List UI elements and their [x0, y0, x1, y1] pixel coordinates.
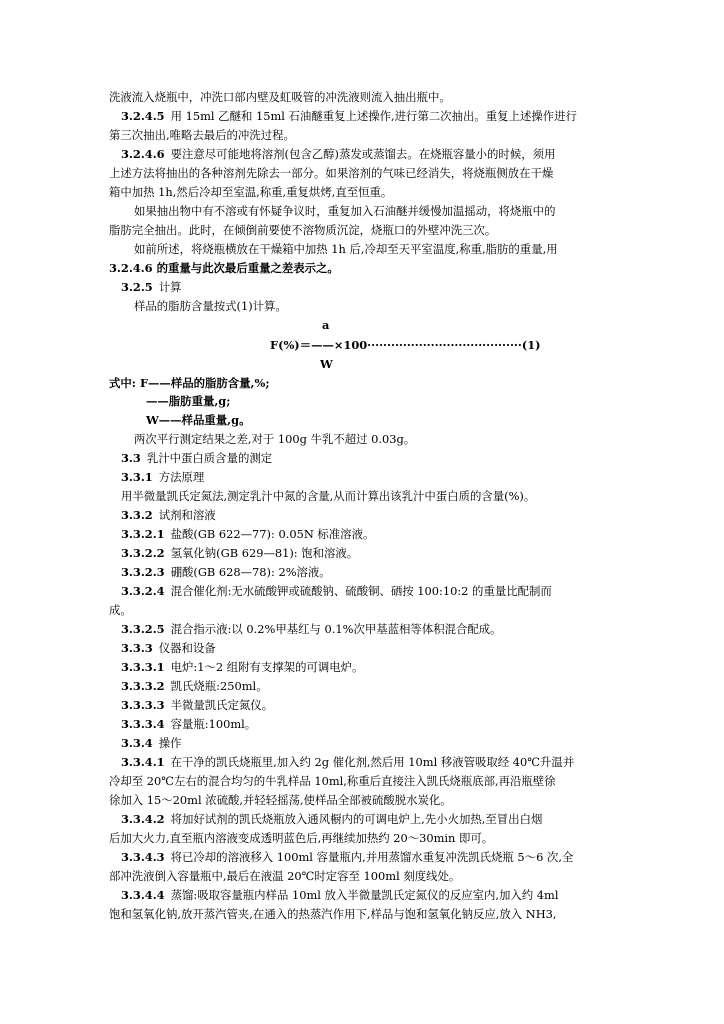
text-line: 用半微量凯氏定氮法,测定乳汁中氮的含量,从而计算出该乳汁中蛋白质的含量(%)。: [121, 489, 536, 503]
text-line: 样品的脂肪含量按式(1)计算。: [134, 299, 287, 313]
numbered-line: 3.2.4.5 用 15ml 乙醚和 15ml 石油醚重复上述操作,进行第二次抽出。重复上述操作进行: [121, 109, 577, 123]
section-heading: 3.3.4 操作: [121, 736, 182, 750]
text-line: 成。: [109, 603, 132, 617]
numbered-line: 3.3.4.3 将已冷却的溶液移入 100ml 容量瓶内,并用蒸馏水重复冲洗凯氏烧瓶 5～6 次,全: [121, 850, 574, 864]
text-line: 徐加入 15～20ml 浓硫酸,并轻轻摇荡,使样品全部被硫酸脱水炭化。: [109, 793, 452, 807]
text-line: 后加大火力,直至瓶内溶液变成透明蓝色后,再继续加热约 20～30min 即可。: [109, 831, 494, 845]
text-line: 如果抽出物中有不溶或有怀疑争议时，重复加入石油醚并缓慢加温摇动，将烧瓶中的: [134, 204, 556, 218]
numbered-line: 3.3.4.2 将加好试剂的凯氏烧瓶放入通风橱内的可调电炉上,先小火加热,至冒出白烟: [121, 812, 543, 826]
section-heading: 3.2.5 计算: [121, 280, 182, 294]
numbered-line: 3.3.4.4 蒸馏:吸取容量瓶内样品 10ml 放入半微量凯氏定氮仪的反应室内,加入约 4ml: [121, 888, 559, 902]
numbered-line: 3.3.2.2 氢氧化钠(GB 629—81): 饱和溶液。: [121, 546, 359, 560]
text-line: W——样品重量,g。: [146, 413, 251, 427]
numbered-line: 3.3.2.3 硼酸(GB 628—78): 2%溶液。: [121, 565, 331, 579]
numbered-line: 3.3.3.2 凯氏烧瓶:250ml。: [121, 679, 268, 693]
formula-denominator: W: [320, 357, 333, 371]
numbered-line: 3.3.2.1 盐酸(GB 622—77): 0.05N 标准溶液。: [121, 527, 375, 541]
section-heading: 3.3 乳汁中蛋白质含量的测定: [121, 451, 273, 465]
numbered-line: 3.3.2.5 混合指示液:以 0.2%甲基红与 0.1%次甲基蓝相等体积混合配成。: [121, 622, 502, 636]
formula-main: F(%)＝——×100·······································(1): [270, 338, 541, 352]
text-line: 脂肪完全抽出。此时，在倾倒前要使不溶物质沉淀，烧瓶口的外壁冲洗三次。: [109, 223, 497, 237]
text-line: 洗液流入烧瓶中，冲洗口部内壁及虹吸管的冲洗液则流入抽出瓶中。: [109, 90, 451, 104]
text-line: 箱中加热 1h,然后冷却至室温,称重,重复烘烤,直至恒重。: [109, 185, 393, 199]
formula-numerator: a: [322, 318, 330, 332]
numbered-line: 3.3.3.3 半微量凯氏定氮仪。: [121, 698, 274, 712]
text-line: 两次平行测定结果之差,对于 100g 牛乳不超过 0.03g。: [134, 432, 416, 446]
section-heading: 3.3.3 仪器和设备: [121, 641, 216, 655]
text-line: 式中: F——样品的脂肪含量,%;: [109, 376, 270, 390]
text-line: 3.2.4.6 的重量与此次最后重量之差表示之。: [109, 261, 339, 275]
text-line: 部冲洗液倒入容量瓶中,最后在液温 20℃时定容至 100ml 刻度线处。: [109, 869, 461, 883]
section-heading: 3.3.1 方法原理: [121, 470, 205, 484]
numbered-line: 3.3.3.1 电炉:1～2 组附有支撑架的可调电炉。: [121, 660, 364, 674]
text-line: 上述方法将抽出的各种溶剂先除去一部分。如果溶剂的气味已经消失，将烧瓶侧放在干燥: [109, 166, 554, 180]
numbered-line: 3.3.4.1 在干净的凯氏烧瓶里,加入约 2g 催化剂,然后用 10ml 移液管吸取经 40℃升温并: [121, 755, 575, 769]
text-line: 冷却至 20℃左右的混合均匀的牛乳样品 10ml,称重后直接注入凯氏烧瓶底部,再沿瓶壁徐: [109, 774, 556, 788]
text-line: 第三次抽出,唯略去最后的冲洗过程。: [109, 128, 295, 142]
numbered-line: 3.3.3.4 容量瓶:100ml。: [121, 717, 257, 731]
section-heading: 3.3.2 试剂和溶液: [121, 508, 216, 522]
text-line: 如前所述，将烧瓶横放在干燥箱中加热 1h 后,冷却至天平室温度,称重,脂肪的重量,用: [134, 242, 558, 256]
numbered-line: 3.3.2.4 混合催化剂:无水硫酸钾或硫酸钠、硫酸铜、硒按 100:10:2 的重量比配制而: [121, 584, 552, 598]
text-line: 饱和氢氧化钠,放开蒸汽管夹,在通入的热蒸汽作用下,样品与饱和氢氧化钠反应,放入 NH3,: [109, 907, 557, 921]
text-line: ——脂肪重量,g;: [146, 394, 231, 408]
numbered-line: 3.2.4.6 要注意尽可能地将溶剂(包含乙醇)蒸发或蒸馏去。在烧瓶容量小的时候，须用: [121, 147, 556, 161]
